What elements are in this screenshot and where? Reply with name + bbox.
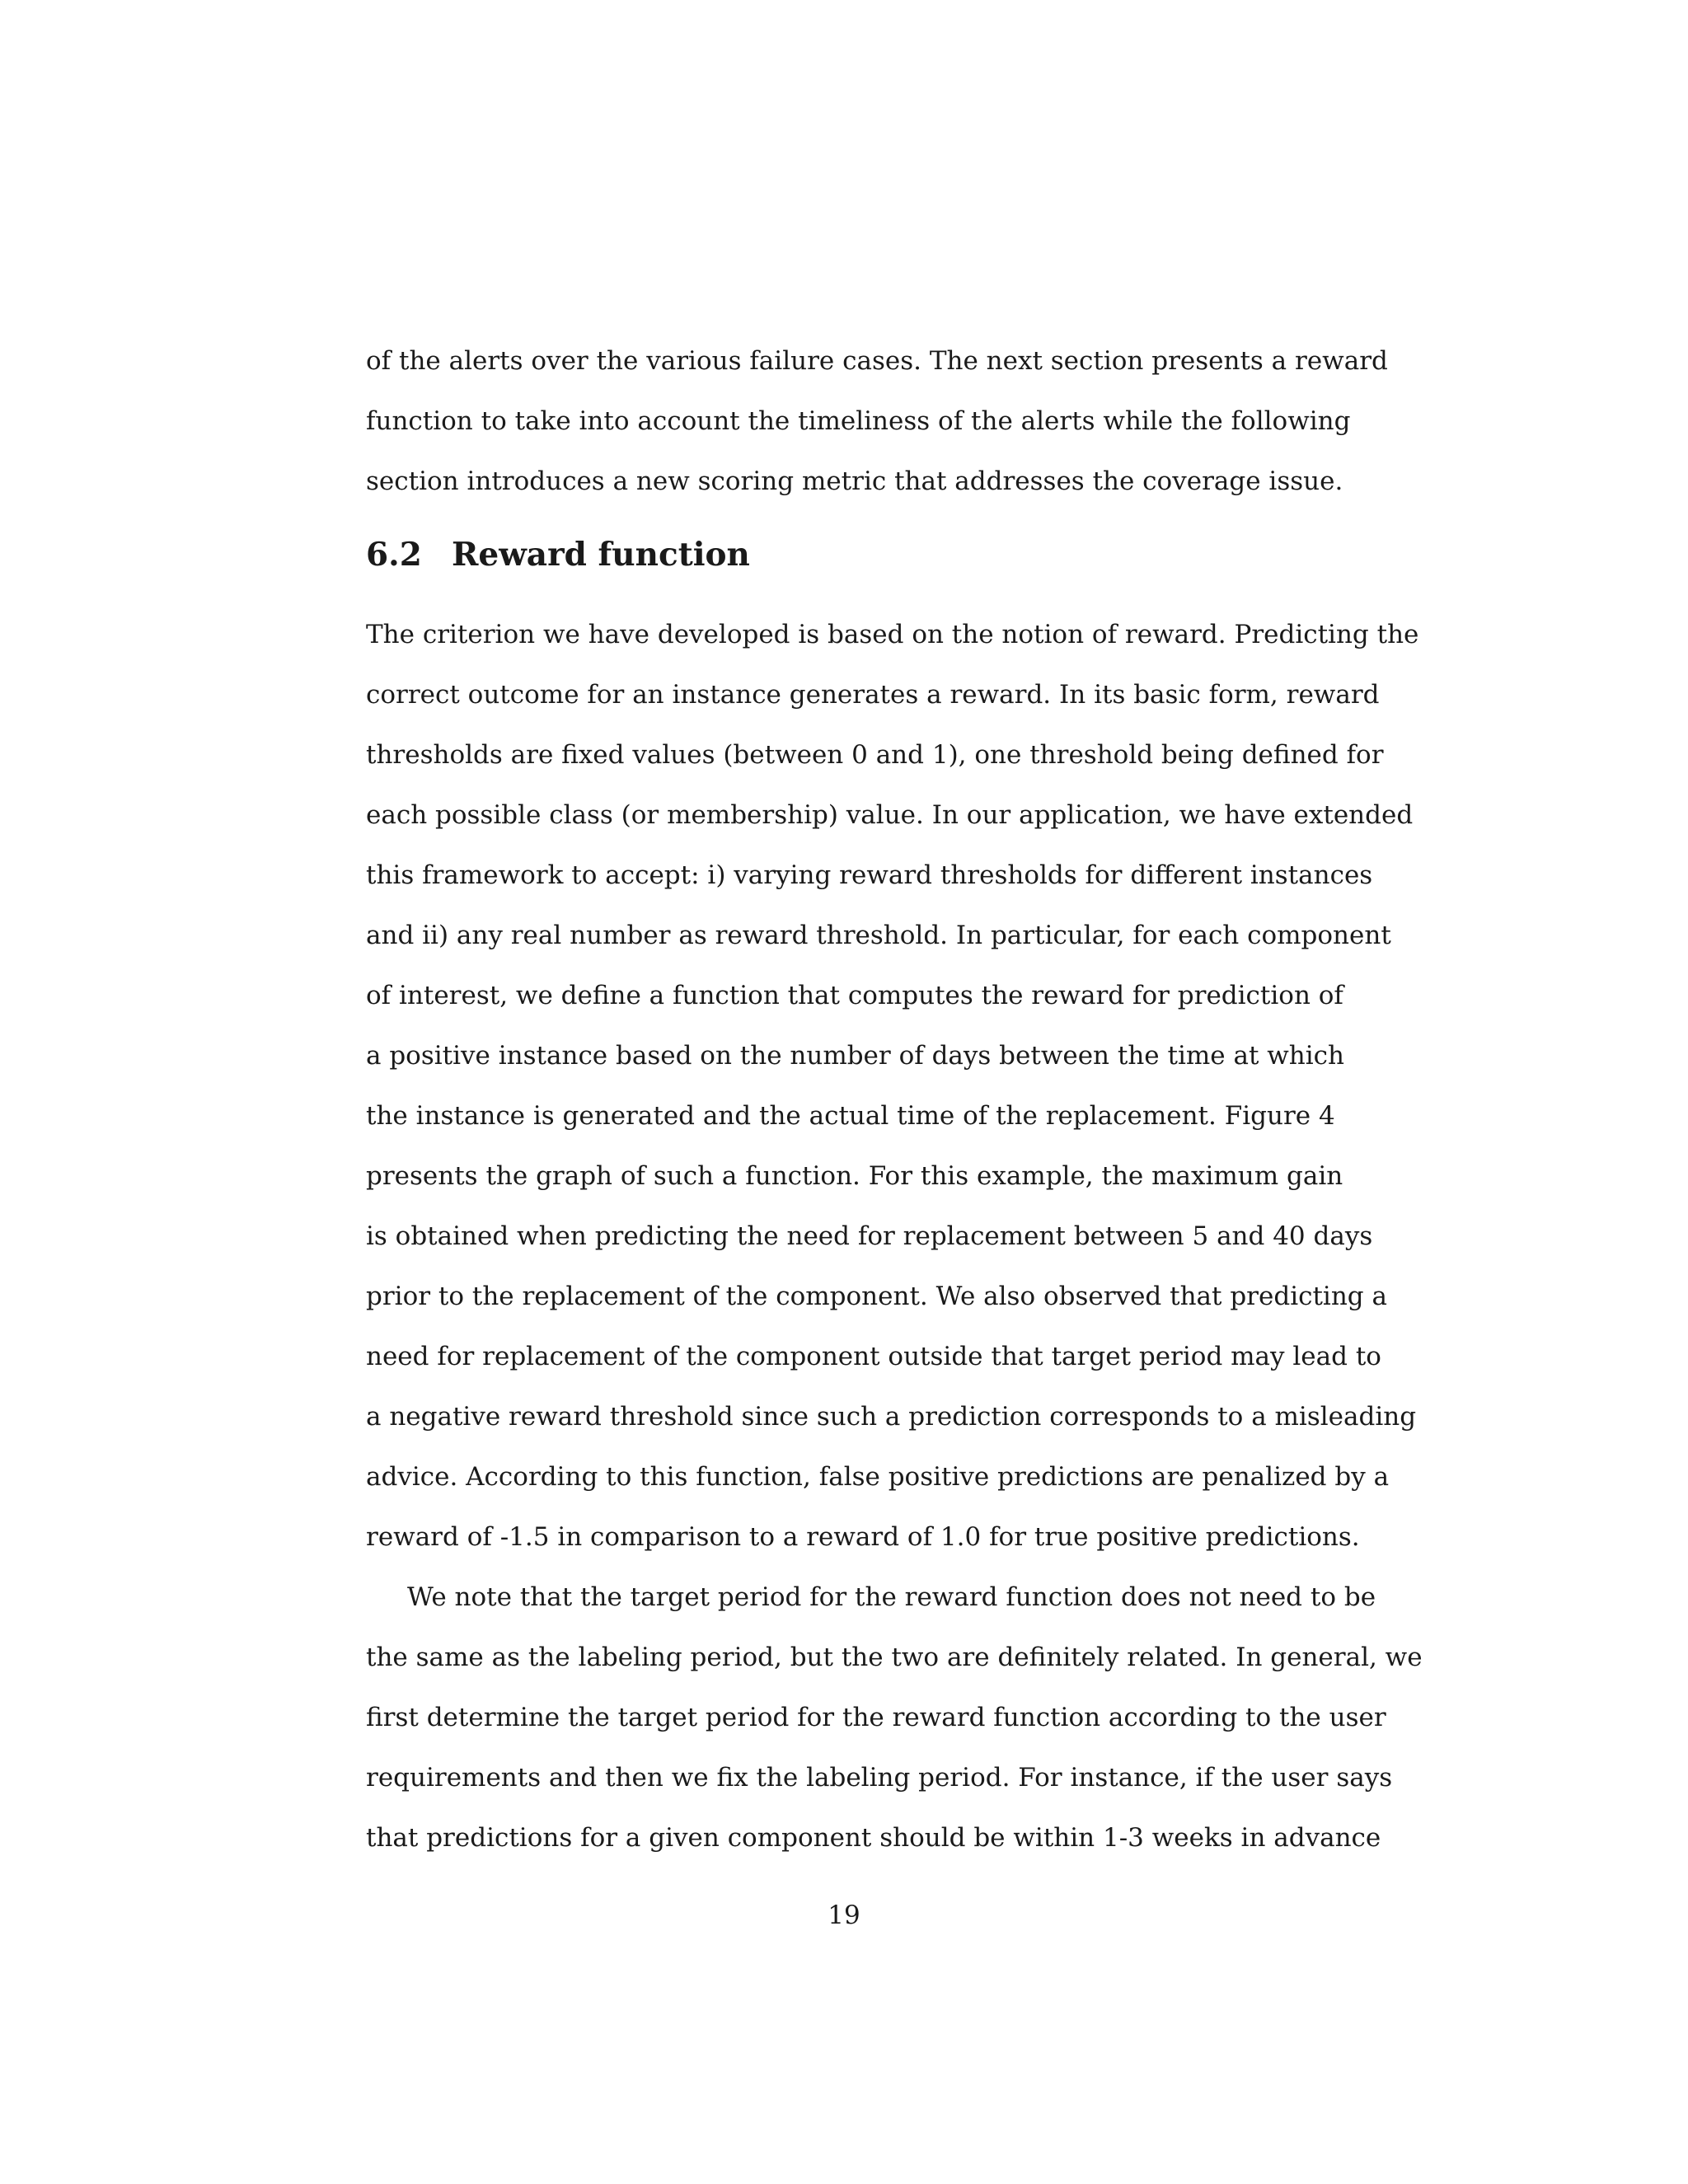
text-line: the instance is generated and the actual time of the replacement. Figure 4 bbox=[366, 1101, 1335, 1131]
text-line: this framework to accept: i) varying reward thresholds for different instances bbox=[366, 860, 1373, 890]
text-line: reward of -1.5 in comparison to a reward of 1.0 for true positive predictions. bbox=[366, 1522, 1360, 1552]
text-line: advice. According to this function, false positive predictions are penalized by a bbox=[366, 1462, 1390, 1492]
text-line: first determine the target period for the reward function according to the user bbox=[366, 1703, 1386, 1732]
text-line: requirements and then we fix the labeling period. For instance, if the user says bbox=[366, 1763, 1393, 1793]
text-line: and ii) any real number as reward threshold. In particular, for each component bbox=[366, 921, 1391, 950]
text-line: each possible class (or membership) value. In our application, we have extended bbox=[366, 800, 1414, 830]
paragraph-1 bbox=[366, 605, 1419, 1568]
text-line: need for replacement of the component outside that target period may lead to bbox=[366, 1342, 1381, 1371]
intro-paragraph bbox=[366, 331, 1388, 512]
text-line: of interest, we define a function that computes the reward for prediction of bbox=[366, 981, 1343, 1010]
section-title: Reward function bbox=[452, 536, 750, 574]
text-line: correct outcome for an instance generates a reward. In its basic form, reward bbox=[366, 680, 1380, 710]
text-line: function to take into account the timeliness of the alerts while the following bbox=[366, 406, 1351, 436]
text-line: a positive instance based on the number of days between the time at which bbox=[366, 1041, 1344, 1071]
section-heading bbox=[366, 532, 750, 578]
section-number: 6.2 bbox=[366, 536, 422, 574]
page-number: 19 bbox=[828, 1900, 860, 1930]
text-line: prior to the replacement of the component. We also observed that predicting a bbox=[366, 1282, 1387, 1311]
text-line: the same as the labeling period, but the two are definitely related. In general, we bbox=[366, 1643, 1423, 1672]
paragraph-2 bbox=[366, 1568, 1423, 1868]
text-line: is obtained when predicting the need for replacement between 5 and 40 days bbox=[366, 1221, 1373, 1251]
body-text bbox=[366, 605, 1423, 1868]
text-line: a negative reward threshold since such a prediction corresponds to a misleading bbox=[366, 1402, 1417, 1432]
text-line: section introduces a new scoring metric that addresses the coverage issue. bbox=[366, 466, 1343, 496]
text-line: that predictions for a given component should be within 1-3 weeks in advance bbox=[366, 1823, 1381, 1853]
text-line: thresholds are fixed values (between 0 and 1), one threshold being defined for bbox=[366, 740, 1384, 770]
text-line: The criterion we have developed is based on the notion of reward. Predicting the bbox=[366, 620, 1419, 649]
text-line: of the alerts over the various failure cases. The next section presents a reward bbox=[366, 346, 1388, 376]
text-line: We note that the target period for the reward function does not need to be bbox=[407, 1582, 1376, 1612]
text-line: presents the graph of such a function. For this example, the maximum gain bbox=[366, 1161, 1343, 1191]
